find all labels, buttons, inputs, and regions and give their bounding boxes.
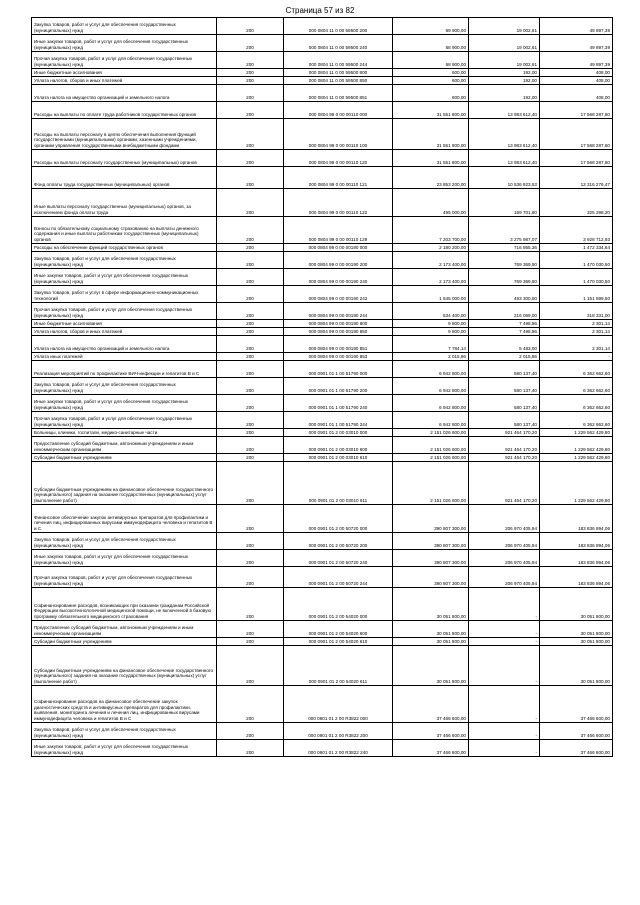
row-executed-amount-cell: -	[469, 638, 540, 646]
row-line-code-cell: 200	[217, 588, 284, 621]
row-remaining-amount-cell: 37 466 600,00	[540, 723, 613, 740]
row-executed-amount-cell: 19 002,61	[469, 35, 540, 52]
row-budget-code-cell: 000 0804 99 0 00 00110 129	[284, 217, 393, 244]
row-executed-amount-cell: 192,00	[469, 85, 540, 102]
row-name-cell: Предоставление субсидий бюджетным, автономным учреждениям и иным некоммерческим организациям	[32, 437, 217, 454]
row-remaining-amount-cell: 37 466 600,00	[540, 740, 613, 757]
table-row	[32, 52, 613, 69]
row-budget-code-cell: 000 0804 11 0 00 59500 244	[284, 52, 393, 69]
row-line-code-cell: 200	[217, 102, 284, 119]
row-budget-code-cell: 000 0901 01 2 00 03010 000	[284, 429, 393, 437]
row-budget-code-cell: 000 0804 99 0 00 00190 000	[284, 244, 393, 252]
row-budget-code-cell: 000 0901 01 2 00 R3822 000	[284, 686, 393, 723]
row-name-cell: Прочая закупка товаров, работ и услуг для обеспечения государственных (муниципальных) нужд	[32, 567, 217, 588]
row-approved-amount-cell: 30 051 800,00	[393, 588, 469, 621]
row-approved-amount-cell: 37 466 600,00	[393, 740, 469, 757]
table-row	[32, 462, 613, 505]
row-budget-code-cell: 000 0901 01 2 00 50720 000	[284, 505, 393, 533]
table-row	[32, 740, 613, 757]
row-executed-amount-cell: 192,00	[469, 77, 540, 85]
row-line-code-cell: 200	[217, 412, 284, 429]
row-approved-amount-cell: 7 203 700,00	[393, 217, 469, 244]
row-line-code-cell: 200	[217, 52, 284, 69]
table-row	[32, 638, 613, 646]
row-executed-amount-cell: -	[469, 588, 540, 621]
row-budget-code-cell: 000 0804 99 0 00 00110 120	[284, 150, 393, 167]
row-executed-amount-cell: 921 464 170,20	[469, 454, 540, 462]
row-remaining-amount-cell: 17 568 287,60	[540, 102, 613, 119]
row-name-cell: Закупка товаров, работ и услуг для обеспечения государственных (муниципальных) нужд	[32, 723, 217, 740]
row-remaining-amount-cell: 1 472 334,64	[540, 244, 613, 252]
row-name-cell: Финансовое обеспечение закупок антивирусных препаратов для профилактики и лечения лиц, инфицированных вирусами иммунодефицита человека и гепатитов В и С	[32, 505, 217, 533]
row-approved-amount-cell: 600,00	[393, 85, 469, 102]
row-budget-code-cell: 000 0901 01 2 00 R3822 200	[284, 723, 393, 740]
row-budget-code-cell: 000 0901 01 2 00 50720 200	[284, 533, 393, 550]
row-executed-amount-cell: 7 498,86	[469, 328, 540, 336]
row-remaining-amount-cell: 408,00	[540, 77, 613, 85]
row-approved-amount-cell: 37 466 600,00	[393, 686, 469, 723]
row-approved-amount-cell: 6 942 800,00	[393, 378, 469, 395]
table-row	[32, 320, 613, 328]
row-name-cell: Иные закупки товаров, работ и услуг для обеспечения государственных (муниципальных) нужд	[32, 550, 217, 567]
row-budget-code-cell: 000 0804 99 0 00 00190 200	[284, 252, 393, 269]
table-row	[32, 646, 613, 686]
row-approved-amount-cell: 2 151 026 600,00	[393, 462, 469, 505]
table-row	[32, 361, 613, 378]
table-row	[32, 567, 613, 588]
row-approved-amount-cell: 2 173 400,00	[393, 252, 469, 269]
row-line-code-cell: 200	[217, 395, 284, 412]
row-line-code-cell: 200	[217, 119, 284, 150]
row-name-cell: Больницы, клиники, госпитали, медико-санитарные части	[32, 429, 217, 437]
row-approved-amount-cell: 9 800,00	[393, 320, 469, 328]
table-row	[32, 505, 613, 533]
row-executed-amount-cell: 921 464 170,20	[469, 429, 540, 437]
row-executed-amount-cell: -	[469, 621, 540, 638]
row-remaining-amount-cell: 17 568 287,60	[540, 119, 613, 150]
row-approved-amount-cell: 30 051 800,00	[393, 638, 469, 646]
row-line-code-cell: 200	[217, 686, 284, 723]
row-budget-code-cell: 000 0901 01 1 00 51790 244	[284, 412, 393, 429]
row-name-cell: Закупка товаров, работ и услуг для обеспечения государственных (муниципальных) нужд	[32, 533, 217, 550]
row-remaining-amount-cell: 1 229 562 429,80	[540, 454, 613, 462]
row-remaining-amount-cell: 183 836 894,06	[540, 533, 613, 550]
table-row	[32, 286, 613, 303]
row-name-cell: Уплата налогов, сборов и иных платежей	[32, 77, 217, 85]
table-row	[32, 429, 613, 437]
row-line-code-cell: 200	[217, 35, 284, 52]
row-remaining-amount-cell: 1 470 030,50	[540, 269, 613, 286]
row-name-cell: Иные закупки товаров, работ и услуг для обеспечения государственных (муниципальных) нужд	[32, 35, 217, 52]
row-line-code-cell: 200	[217, 462, 284, 505]
row-executed-amount-cell: 3 275 987,07	[469, 217, 540, 244]
row-budget-code-cell: 000 0901 01 2 00 03010 611	[284, 462, 393, 505]
row-line-code-cell: 200	[217, 429, 284, 437]
row-approved-amount-cell: 30 051 800,00	[393, 646, 469, 686]
row-approved-amount-cell: 7 784,14	[393, 336, 469, 353]
row-executed-amount-cell: 716 865,36	[469, 244, 540, 252]
row-budget-code-cell: 000 0804 99 0 00 00110 100	[284, 119, 393, 150]
row-approved-amount-cell: 495 000,00	[393, 189, 469, 217]
table-row	[32, 167, 613, 189]
row-remaining-amount-cell: 30 051 800,00	[540, 621, 613, 638]
row-executed-amount-cell: 216 069,00	[469, 303, 540, 320]
table-row	[32, 412, 613, 429]
table-row	[32, 533, 613, 550]
row-line-code-cell: 200	[217, 167, 284, 189]
row-remaining-amount-cell: 408,00	[540, 69, 613, 77]
row-approved-amount-cell: 68 900,00	[393, 35, 469, 52]
row-line-code-cell: 200	[217, 217, 284, 244]
table-row	[32, 244, 613, 252]
row-approved-amount-cell: 390 807 300,00	[393, 550, 469, 567]
row-budget-code-cell: 000 0804 11 0 00 59500 200	[284, 18, 393, 35]
table-row	[32, 437, 613, 454]
table-row	[32, 378, 613, 395]
row-name-cell: Реализация мероприятий по профилактике ВИЧ-инфекции и гепатитов В и С	[32, 361, 217, 378]
table-row	[32, 395, 613, 412]
row-budget-code-cell: 000 0804 99 0 00 00190 240	[284, 269, 393, 286]
row-budget-code-cell: 000 0901 01 1 00 51790 240	[284, 395, 393, 412]
row-name-cell: Уплата налога на имущество организаций и земельного налога	[32, 336, 217, 353]
row-name-cell: Субсидии бюджетным учреждениям	[32, 454, 217, 462]
table-row	[32, 303, 613, 320]
row-name-cell: Прочая закупка товаров, работ и услуг для обеспечения государственных (муниципальных) нужд	[32, 412, 217, 429]
row-executed-amount-cell: 19 002,61	[469, 18, 540, 35]
row-approved-amount-cell: 600,00	[393, 69, 469, 77]
row-approved-amount-cell: 31 551 900,00	[393, 150, 469, 167]
row-remaining-amount-cell: 1 151 699,50	[540, 286, 613, 303]
row-budget-code-cell: 000 0804 99 0 00 00110 121	[284, 167, 393, 189]
row-executed-amount-cell: 206 970 405,94	[469, 505, 540, 533]
table-row	[32, 723, 613, 740]
row-remaining-amount-cell: 49 897,39	[540, 52, 613, 69]
row-executed-amount-cell: 769 369,50	[469, 252, 540, 269]
row-budget-code-cell: 000 0804 11 0 00 59500 240	[284, 35, 393, 52]
row-budget-code-cell: 000 0804 99 0 00 00190 850	[284, 328, 393, 336]
row-line-code-cell: 200	[217, 505, 284, 533]
row-name-cell: Иные закупки товаров, работ и услуг для обеспечения государственных (муниципальных) нужд	[32, 269, 217, 286]
row-remaining-amount-cell: 2 301,14	[540, 320, 613, 328]
row-budget-code-cell: 000 0804 11 0 00 59500 850	[284, 77, 393, 85]
row-approved-amount-cell: 390 807 300,00	[393, 505, 469, 533]
row-executed-amount-cell: 580 137,40	[469, 395, 540, 412]
row-executed-amount-cell: 13 983 612,40	[469, 119, 540, 150]
row-remaining-amount-cell: 30 051 800,00	[540, 646, 613, 686]
row-executed-amount-cell: -	[469, 646, 540, 686]
row-remaining-amount-cell: 13 316 276,47	[540, 167, 613, 189]
row-budget-code-cell: 000 0804 99 0 00 00190 242	[284, 286, 393, 303]
row-remaining-amount-cell: 1 229 562 429,80	[540, 462, 613, 505]
row-approved-amount-cell: 68 900,00	[393, 52, 469, 69]
row-remaining-amount-cell: 3 928 712,93	[540, 217, 613, 244]
row-name-cell: Иные выплаты персоналу государственных (муниципальных) органов, за исключением фонда оплаты труда	[32, 189, 217, 217]
row-name-cell: Расходы на выплаты персоналу государственных (муниципальных) органов	[32, 150, 217, 167]
row-name-cell: Закупка товаров, работ и услуг для обеспечения государственных (муниципальных) нужд	[32, 252, 217, 269]
row-budget-code-cell: 000 0901 01 2 00 50720 240	[284, 550, 393, 567]
row-line-code-cell: 200	[217, 361, 284, 378]
row-approved-amount-cell: 69 900,00	[393, 18, 469, 35]
row-name-cell: Предоставление субсидий бюджетным, автономным учреждениям и иным некоммерческим организациям	[32, 621, 217, 638]
table-row	[32, 217, 613, 244]
row-budget-code-cell: 000 0804 99 0 00 00190 800	[284, 320, 393, 328]
row-executed-amount-cell: 7 498,86	[469, 320, 540, 328]
row-remaining-amount-cell: 6 362 662,60	[540, 395, 613, 412]
row-executed-amount-cell: -	[469, 686, 540, 723]
row-name-cell: Расходы на выплаты персоналу в целях обеспечения выполнения функций государственными (муниципальными) органами, казенными учреждениями, органами управления государственными внебюджетными фондами	[32, 119, 217, 150]
table-row	[32, 119, 613, 150]
row-line-code-cell: 200	[217, 723, 284, 740]
row-remaining-amount-cell: 30 051 800,00	[540, 588, 613, 621]
row-line-code-cell: 200	[217, 85, 284, 102]
table-row	[32, 69, 613, 77]
row-name-cell: Прочая закупка товаров, работ и услуг для обеспечения государственных (муниципальных) нужд	[32, 52, 217, 69]
row-line-code-cell: 200	[217, 189, 284, 217]
row-budget-code-cell: 000 0901 01 2 00 50720 244	[284, 567, 393, 588]
row-executed-amount-cell: -	[469, 740, 540, 757]
row-line-code-cell: 200	[217, 286, 284, 303]
row-budget-code-cell: 000 0804 99 0 00 00110 122	[284, 189, 393, 217]
row-executed-amount-cell: -	[469, 723, 540, 740]
row-name-cell: Закупка товаров, работ и услуг для обеспечения государственных (муниципальных) нужд	[32, 18, 217, 35]
row-approved-amount-cell: 30 051 800,00	[393, 621, 469, 638]
row-executed-amount-cell: 10 536 923,53	[469, 167, 540, 189]
row-remaining-amount-cell: 49 897,39	[540, 35, 613, 52]
row-line-code-cell: 200	[217, 621, 284, 638]
row-executed-amount-cell: 206 970 405,94	[469, 533, 540, 550]
row-budget-code-cell: 000 0804 99 0 00 00190 244	[284, 303, 393, 320]
row-approved-amount-cell: 31 551 900,00	[393, 102, 469, 119]
row-executed-amount-cell: 921 464 170,20	[469, 462, 540, 505]
row-name-cell: Расходы на обеспечение функций государственных органов	[32, 244, 217, 252]
row-remaining-amount-cell: 183 836 894,06	[540, 567, 613, 588]
row-executed-amount-cell: 580 137,40	[469, 361, 540, 378]
row-approved-amount-cell: 2 151 026 600,00	[393, 454, 469, 462]
row-name-cell: Уплата налогов, сборов и иных платежей	[32, 328, 217, 336]
row-name-cell: Субсидии бюджетным учреждениям на финансовое обеспечение государственного (муниципального) задания на оказание государственных (муниципальных) услуг (выполнение работ)	[32, 646, 217, 686]
row-remaining-amount-cell: 17 568 287,60	[540, 150, 613, 167]
row-budget-code-cell: 000 0901 01 2 00 54020 000	[284, 588, 393, 621]
row-line-code-cell: 200	[217, 244, 284, 252]
row-name-cell: Расходы на выплаты по оплате труда работников государственных органов	[32, 102, 217, 119]
row-remaining-amount-cell: 183 836 894,06	[540, 505, 613, 533]
row-executed-amount-cell: 13 983 612,40	[469, 102, 540, 119]
table-row	[32, 102, 613, 119]
table-row	[32, 269, 613, 286]
row-approved-amount-cell: 2 173 400,00	[393, 269, 469, 286]
budget-table	[31, 17, 613, 757]
row-executed-amount-cell: 192,00	[469, 69, 540, 77]
row-executed-amount-cell: 580 137,40	[469, 412, 540, 429]
row-executed-amount-cell: 169 701,80	[469, 189, 540, 217]
table-row	[32, 550, 613, 567]
row-line-code-cell: 200	[217, 550, 284, 567]
row-line-code-cell: 200	[217, 646, 284, 686]
row-approved-amount-cell: 2 015,86	[393, 353, 469, 361]
row-name-cell: Закупка товаров, работ и услуг в сфере информационно-коммуникационных технологий	[32, 286, 217, 303]
row-line-code-cell: 200	[217, 353, 284, 361]
table-row	[32, 588, 613, 621]
row-approved-amount-cell: 31 551 900,00	[393, 119, 469, 150]
row-name-cell: Уплата иных платежей	[32, 353, 217, 361]
row-line-code-cell: 200	[217, 252, 284, 269]
row-executed-amount-cell: 2 015,86	[469, 353, 540, 361]
row-budget-code-cell: 000 0901 01 1 00 51790 000	[284, 361, 393, 378]
row-remaining-amount-cell: 6 362 662,60	[540, 378, 613, 395]
table-row	[32, 252, 613, 269]
row-name-cell: Взносы по обязательному социальному страхованию на выплаты денежного содержания и иные выплаты работникам государственных (муниципальных) органов	[32, 217, 217, 244]
row-line-code-cell: 200	[217, 18, 284, 35]
row-line-code-cell: 200	[217, 437, 284, 454]
row-approved-amount-cell: 2 180 200,00	[393, 244, 469, 252]
row-remaining-amount-cell: -	[540, 353, 613, 361]
row-line-code-cell: 200	[217, 454, 284, 462]
table-row	[32, 353, 613, 361]
table-row	[32, 150, 613, 167]
row-budget-code-cell: 000 0901 01 2 00 03010 610	[284, 454, 393, 462]
row-approved-amount-cell: 2 151 026 600,00	[393, 437, 469, 454]
row-remaining-amount-cell: 6 362 662,60	[540, 412, 613, 429]
table-row	[32, 686, 613, 723]
row-remaining-amount-cell: 49 897,39	[540, 18, 613, 35]
row-line-code-cell: 200	[217, 533, 284, 550]
row-budget-code-cell: 000 0901 01 2 00 54020 610	[284, 638, 393, 646]
row-remaining-amount-cell: 318 331,00	[540, 303, 613, 320]
row-approved-amount-cell: 6 942 800,00	[393, 361, 469, 378]
row-remaining-amount-cell: 1 229 562 429,80	[540, 429, 613, 437]
row-executed-amount-cell: 769 369,50	[469, 269, 540, 286]
row-budget-code-cell: 000 0901 01 2 00 R3822 240	[284, 740, 393, 757]
row-name-cell: Иные бюджетные ассигнования	[32, 320, 217, 328]
row-remaining-amount-cell: 30 051 800,00	[540, 638, 613, 646]
row-line-code-cell: 200	[217, 740, 284, 757]
row-remaining-amount-cell: 2 301,14	[540, 336, 613, 353]
row-budget-code-cell: 000 0804 99 0 00 00190 853	[284, 353, 393, 361]
row-remaining-amount-cell: 325 298,20	[540, 189, 613, 217]
table-row	[32, 621, 613, 638]
table-row	[32, 189, 613, 217]
row-approved-amount-cell: 600,00	[393, 77, 469, 85]
row-line-code-cell: 200	[217, 378, 284, 395]
row-budget-code-cell: 000 0901 01 2 00 03010 600	[284, 437, 393, 454]
row-line-code-cell: 200	[217, 320, 284, 328]
row-line-code-cell: 200	[217, 77, 284, 85]
table-row	[32, 336, 613, 353]
row-approved-amount-cell: 2 151 026 600,00	[393, 429, 469, 437]
row-name-cell: Уплата налога на имущество организаций и земельного налога	[32, 85, 217, 102]
row-line-code-cell: 200	[217, 150, 284, 167]
row-executed-amount-cell: 206 970 405,94	[469, 567, 540, 588]
row-budget-code-cell: 000 0901 01 1 00 51790 200	[284, 378, 393, 395]
row-executed-amount-cell: 580 137,40	[469, 378, 540, 395]
row-remaining-amount-cell: 183 836 894,06	[540, 550, 613, 567]
table-row	[32, 35, 613, 52]
row-name-cell: Софинансирование расходов, возникающих при оказании гражданам Российской Федерации высокотехнологичной медицинской помощи, не включенной в базовую программу обязательного медицинского страхования	[32, 588, 217, 621]
row-name-cell: Закупка товаров, работ и услуг для обеспечения государственных (муниципальных) нужд	[32, 378, 217, 395]
row-remaining-amount-cell: 37 466 600,00	[540, 686, 613, 723]
table-row	[32, 328, 613, 336]
row-remaining-amount-cell: 1 470 030,50	[540, 252, 613, 269]
row-line-code-cell: 200	[217, 303, 284, 320]
row-line-code-cell: 200	[217, 638, 284, 646]
budget-table-body	[32, 18, 613, 757]
row-name-cell: Иные бюджетные ассигнования	[32, 69, 217, 77]
row-remaining-amount-cell: 6 362 662,60	[540, 361, 613, 378]
row-name-cell: Субсидии бюджетным учреждениям	[32, 638, 217, 646]
row-approved-amount-cell: 37 466 600,00	[393, 723, 469, 740]
table-row	[32, 454, 613, 462]
row-name-cell: Фонд оплаты труда государственных (муниципальных) органов	[32, 167, 217, 189]
row-budget-code-cell: 000 0901 01 2 00 54020 600	[284, 621, 393, 638]
row-executed-amount-cell: 19 002,61	[469, 52, 540, 69]
row-approved-amount-cell: 23 853 200,00	[393, 167, 469, 189]
row-name-cell: Прочая закупка товаров, работ и услуг для обеспечения государственных (муниципальных) нужд	[32, 303, 217, 320]
row-remaining-amount-cell: 1 229 562 429,80	[540, 437, 613, 454]
row-budget-code-cell: 000 0804 11 0 00 59500 851	[284, 85, 393, 102]
row-approved-amount-cell: 1 645 000,00	[393, 286, 469, 303]
row-approved-amount-cell: 534 400,00	[393, 303, 469, 320]
row-line-code-cell: 200	[217, 328, 284, 336]
row-budget-code-cell: 000 0804 99 0 00 00110 000	[284, 102, 393, 119]
row-approved-amount-cell: 390 807 300,00	[393, 567, 469, 588]
row-approved-amount-cell: 6 942 800,00	[393, 395, 469, 412]
row-name-cell: Субсидии бюджетным учреждениям на финансовое обеспечение государственного (муниципального) задания на оказание государственных (муниципальных) услуг (выполнение работ)	[32, 462, 217, 505]
row-line-code-cell: 200	[217, 336, 284, 353]
table-row	[32, 85, 613, 102]
row-line-code-cell: 200	[217, 269, 284, 286]
row-name-cell: Иные закупки товаров, работ и услуг для обеспечения государственных (муниципальных) нужд	[32, 740, 217, 757]
row-name-cell: Иные закупки товаров, работ и услуг для обеспечения государственных (муниципальных) нужд	[32, 395, 217, 412]
row-budget-code-cell: 000 0804 11 0 00 59500 800	[284, 69, 393, 77]
row-name-cell: Софинансирование расходов на финансовое обеспечение закупок диагностических средств и антивирусных препаратов для профилактики, выявления, мониторинга лечения и лечения лиц, инфицированных вирусами иммунодефицита человека и гепатитов В и С	[32, 686, 217, 723]
table-row	[32, 18, 613, 35]
page-number-label: Страница 57 из 82	[285, 6, 355, 15]
row-line-code-cell: 200	[217, 69, 284, 77]
row-approved-amount-cell: 9 800,00	[393, 328, 469, 336]
row-executed-amount-cell: 5 483,00	[469, 336, 540, 353]
row-budget-code-cell: 000 0901 01 2 00 54020 611	[284, 646, 393, 686]
row-approved-amount-cell: 6 942 800,00	[393, 412, 469, 429]
row-executed-amount-cell: 921 464 170,20	[469, 437, 540, 454]
row-remaining-amount-cell: 2 301,14	[540, 328, 613, 336]
row-remaining-amount-cell: 408,00	[540, 85, 613, 102]
row-executed-amount-cell: 13 983 612,40	[469, 150, 540, 167]
row-executed-amount-cell: 493 300,50	[469, 286, 540, 303]
row-executed-amount-cell: 206 970 405,94	[469, 550, 540, 567]
row-budget-code-cell: 000 0804 99 0 00 00190 851	[284, 336, 393, 353]
row-line-code-cell: 200	[217, 567, 284, 588]
table-row	[32, 77, 613, 85]
row-approved-amount-cell: 390 807 300,00	[393, 533, 469, 550]
